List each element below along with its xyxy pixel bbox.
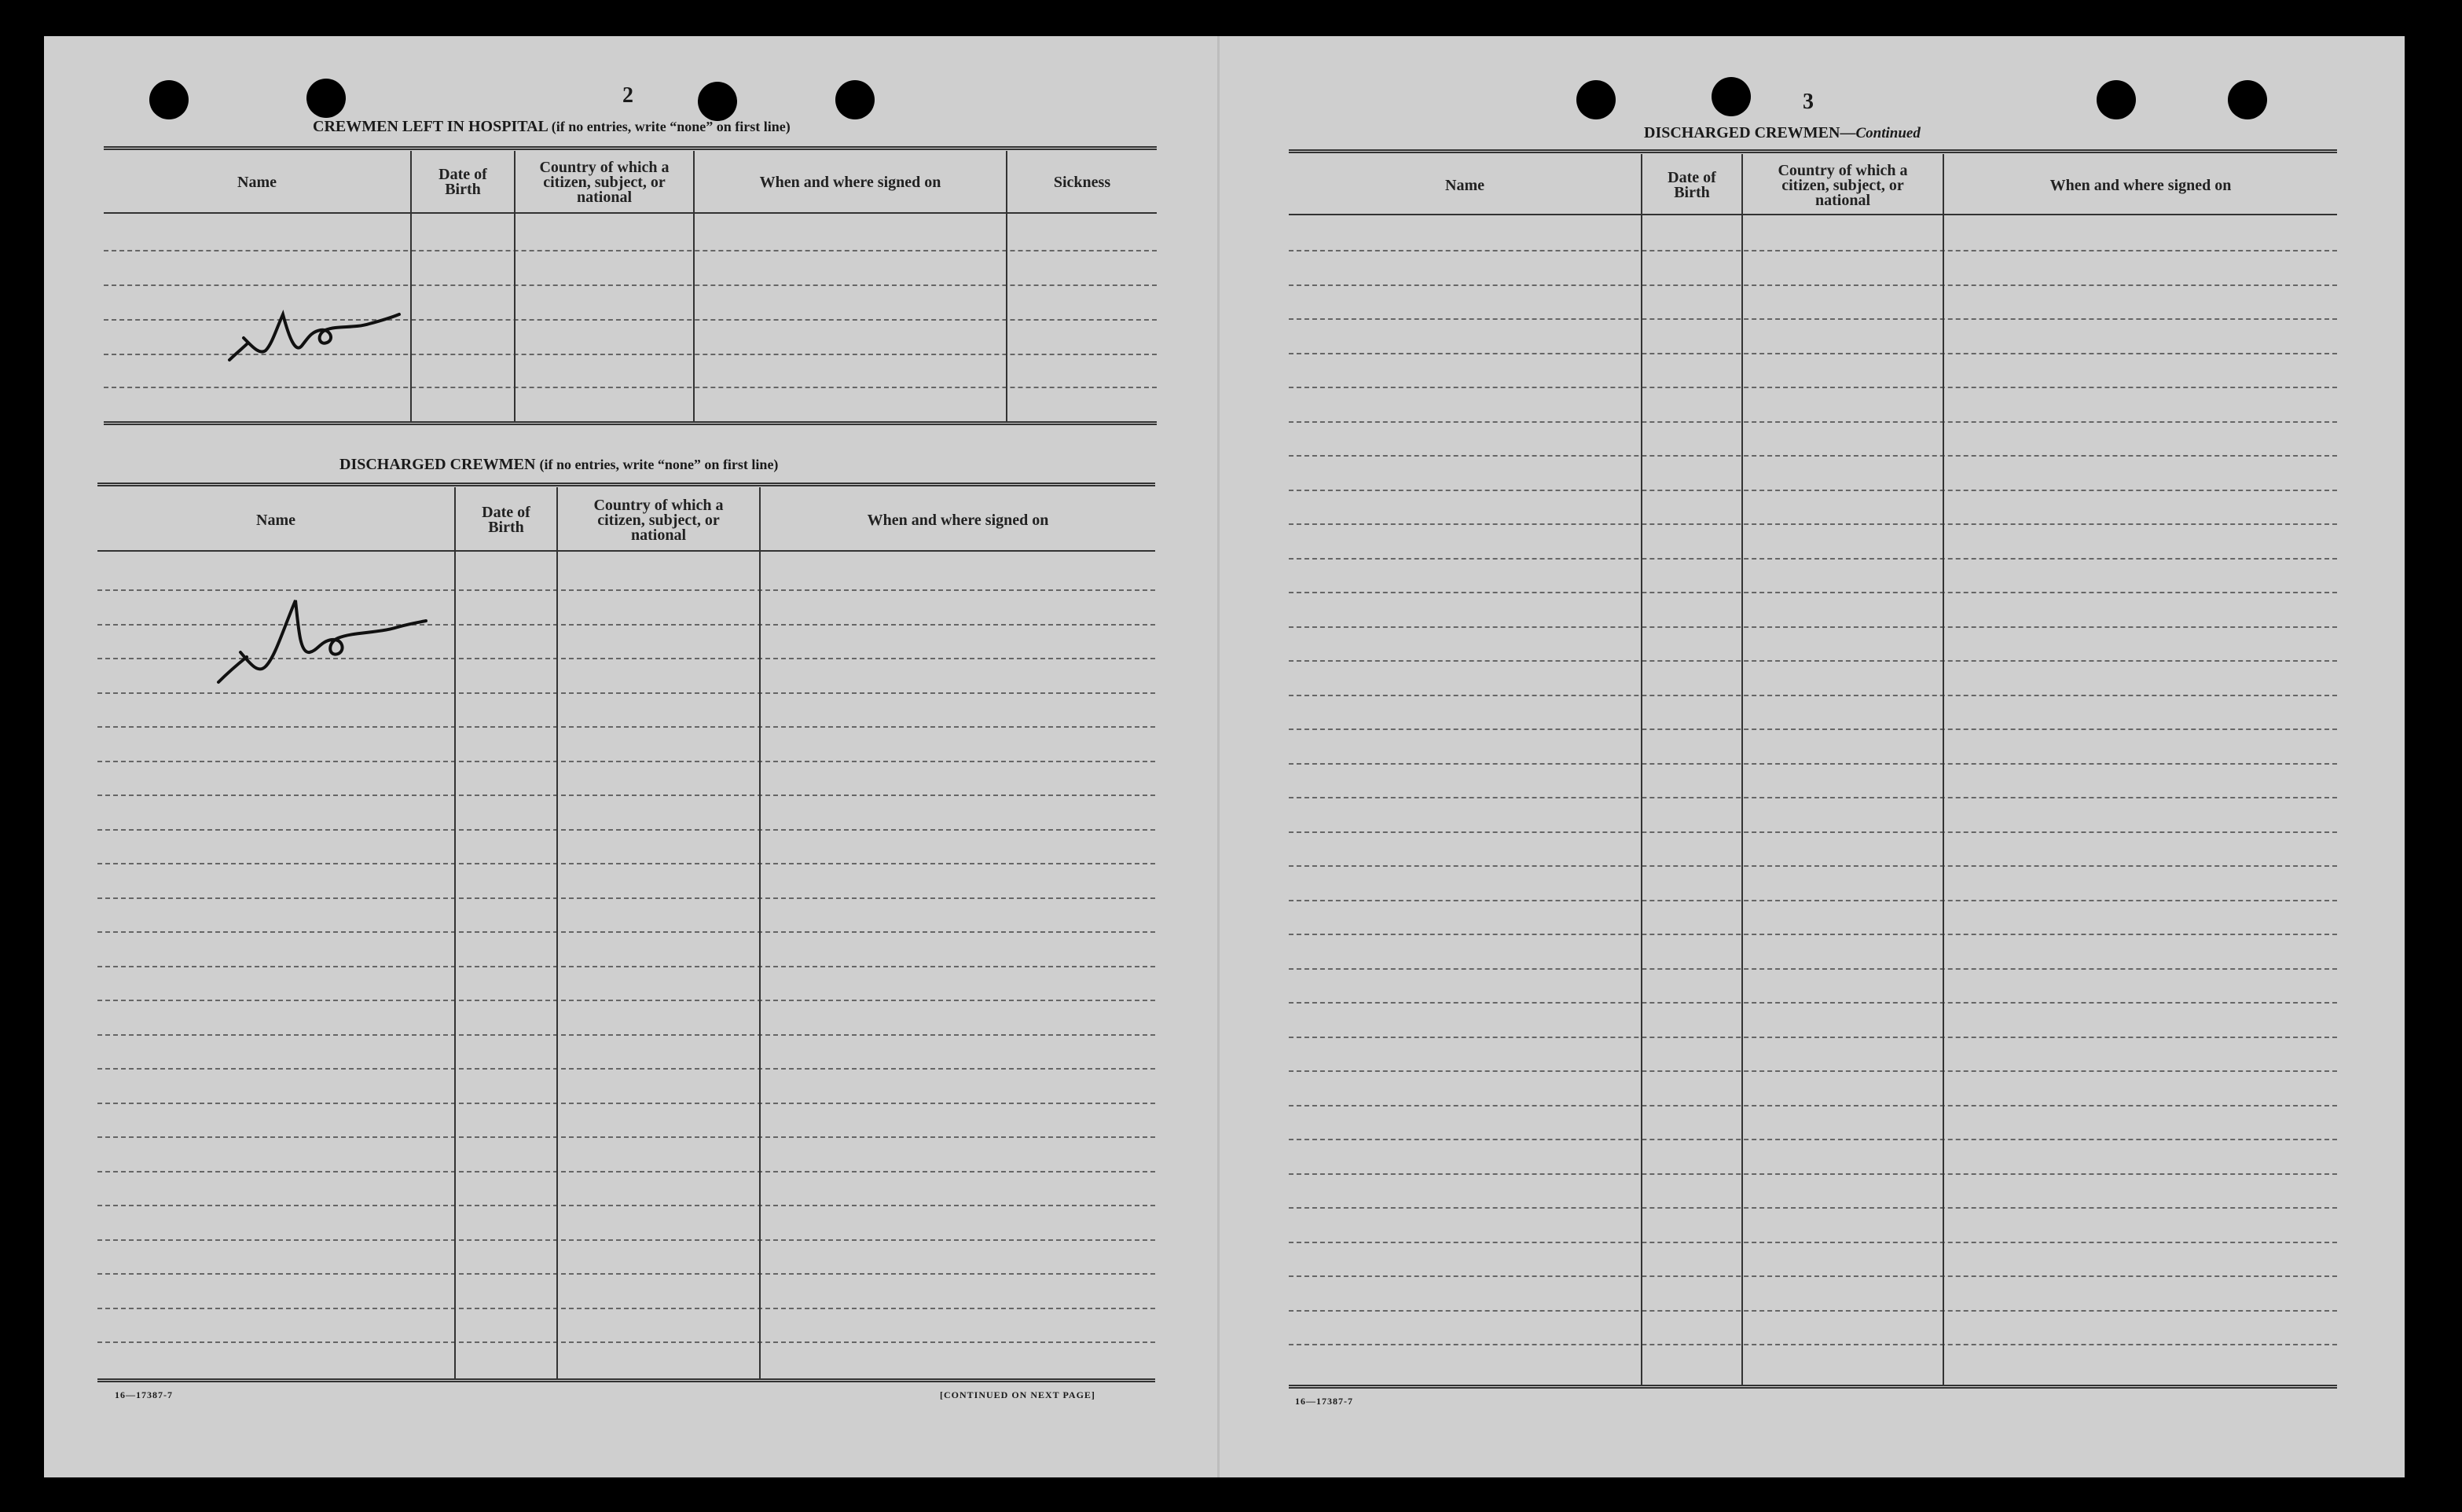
row-line	[1289, 865, 2337, 867]
row-line	[1289, 934, 2337, 935]
row-line	[97, 795, 1155, 796]
row-line	[1289, 660, 2337, 662]
table-top-rule	[104, 146, 1157, 150]
row-line	[1289, 250, 2337, 251]
row-line	[104, 250, 1157, 251]
page-number-left: 2	[622, 83, 633, 108]
row-line	[1289, 490, 2337, 491]
discharged-section-title	[339, 456, 778, 474]
row-line	[1289, 318, 2337, 320]
hospital-section-title	[313, 118, 791, 136]
col-header-country: Country of which a citizen, subject, or national	[1778, 161, 1908, 209]
discharged-title-text: DISCHARGED CREWMEN	[339, 456, 536, 473]
row-line	[1289, 387, 2337, 388]
continued-note: [CONTINUED ON NEXT PAGE]	[940, 1389, 1095, 1400]
punch-hole	[698, 82, 737, 121]
column-divider	[1741, 154, 1743, 1386]
row-line	[1289, 1173, 2337, 1175]
hospital-table	[104, 146, 1157, 429]
row-line	[1289, 558, 2337, 560]
table-bottom-rule	[1289, 1385, 2337, 1389]
form-number-right: 16—17387-7	[1295, 1396, 1353, 1407]
discharged-table-right	[1289, 149, 2337, 1391]
header-rule	[104, 212, 1157, 214]
row-line	[97, 966, 1155, 967]
row-line	[97, 1273, 1155, 1275]
row-line	[1289, 1037, 2337, 1038]
column-divider	[514, 151, 516, 423]
column-divider	[1943, 154, 1944, 1386]
row-line	[1289, 728, 2337, 730]
hospital-title-note: (if no entries, write “none” on first line)	[551, 119, 791, 134]
row-line	[97, 1000, 1155, 1001]
row-line	[1289, 797, 2337, 798]
punch-hole	[1576, 80, 1616, 119]
row-line	[1289, 900, 2337, 901]
col-header-date-of-birth: Date of Birth	[438, 166, 487, 198]
hospital-title-text: CREWMEN LEFT IN HOSPITAL	[313, 118, 548, 135]
row-line	[97, 1136, 1155, 1138]
row-line	[97, 1171, 1155, 1173]
row-line	[97, 1239, 1155, 1241]
row-line	[1289, 421, 2337, 423]
row-line	[1289, 523, 2337, 525]
punch-hole	[149, 80, 189, 119]
continued-suffix: Continued	[1855, 125, 1921, 141]
punch-hole	[2097, 80, 2136, 119]
handwritten-none-signature	[220, 291, 409, 369]
punch-hole	[2228, 80, 2267, 119]
column-divider	[454, 487, 456, 1380]
table-bottom-rule	[97, 1378, 1155, 1382]
row-line	[1289, 284, 2337, 286]
row-line	[104, 387, 1157, 388]
row-line	[97, 863, 1155, 864]
row-line	[1289, 1070, 2337, 1072]
col-header-country: Country of which a citizen, subject, or national	[539, 158, 670, 206]
header-rule	[97, 550, 1155, 552]
row-line	[1289, 1139, 2337, 1140]
column-divider	[556, 487, 558, 1380]
row-line	[1289, 626, 2337, 628]
col-header-date-of-birth: Date of Birth	[1668, 169, 1716, 201]
punch-hole	[306, 79, 346, 118]
row-line	[1289, 592, 2337, 593]
row-line	[1289, 1207, 2337, 1209]
row-line	[97, 1308, 1155, 1309]
col-header-sickness: Sickness	[1053, 173, 1111, 191]
col-header-name: Name	[237, 173, 277, 191]
form-number-left: 16—17387-7	[115, 1389, 173, 1400]
col-header-signed-on: When and where signed on	[759, 173, 941, 191]
row-line	[104, 284, 1157, 286]
row-line	[97, 726, 1155, 728]
row-line	[97, 1341, 1155, 1343]
row-line	[97, 1103, 1155, 1104]
col-header-date-of-birth: Date of Birth	[482, 504, 530, 536]
row-line	[1289, 695, 2337, 696]
handwritten-none-text: None	[220, 690, 222, 691]
row-line	[1289, 1105, 2337, 1106]
page-fold	[1217, 36, 1220, 1477]
row-line	[1289, 1002, 2337, 1004]
row-line	[1289, 353, 2337, 354]
row-line	[97, 1068, 1155, 1070]
discharged-continued-title	[1644, 124, 1921, 142]
row-line	[97, 1034, 1155, 1036]
col-header-signed-on: When and where signed on	[2049, 176, 2232, 194]
row-line	[97, 897, 1155, 899]
handwritten-none-signature	[212, 591, 432, 693]
row-line	[1289, 1275, 2337, 1277]
col-header-signed-on: When and where signed on	[867, 511, 1049, 529]
row-line	[97, 761, 1155, 762]
col-header-name: Name	[1445, 176, 1484, 194]
row-line	[97, 1205, 1155, 1206]
column-divider	[693, 151, 695, 423]
row-line	[1289, 455, 2337, 457]
column-divider	[1006, 151, 1007, 423]
row-line	[1289, 1242, 2337, 1243]
column-divider	[1641, 154, 1642, 1386]
page-number-right: 3	[1803, 90, 1814, 114]
column-divider	[759, 487, 761, 1380]
row-line	[97, 829, 1155, 831]
row-line	[1289, 831, 2337, 833]
row-line	[1289, 968, 2337, 970]
punch-hole	[1712, 77, 1751, 116]
table-top-rule	[1289, 149, 2337, 153]
row-line	[1289, 1310, 2337, 1312]
discharged-continued-title-text: DISCHARGED CREWMEN—	[1644, 124, 1856, 141]
col-header-name: Name	[256, 511, 295, 529]
handwritten-none-text: None	[228, 366, 230, 367]
column-divider	[410, 151, 412, 423]
table-top-rule	[97, 483, 1155, 486]
discharged-title-note: (if no entries, write “none” on first line)	[539, 457, 779, 472]
table-bottom-rule	[104, 421, 1157, 425]
row-line	[1289, 1344, 2337, 1345]
row-line	[97, 931, 1155, 933]
punch-hole	[835, 80, 875, 119]
col-header-country: Country of which a citizen, subject, or national	[593, 496, 724, 544]
header-rule	[1289, 214, 2337, 215]
row-line	[1289, 763, 2337, 765]
